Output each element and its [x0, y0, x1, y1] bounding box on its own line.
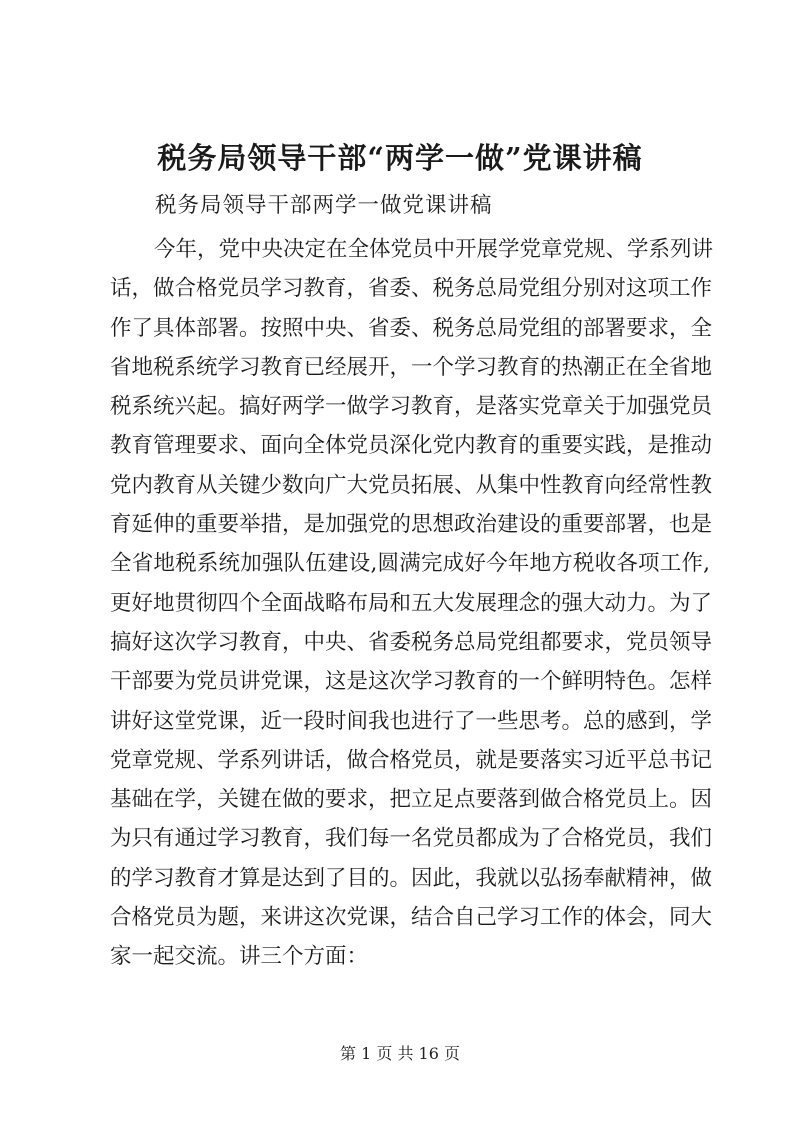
body-line: 全省地税系统加强队伍建设,圆满完成好今年地方税收各项工作,	[110, 551, 710, 577]
body-line: 育延伸的重要举措，是加强党的思想政治建设的重要部署，也是	[110, 512, 713, 538]
body-line: 家一起交流。讲三个方面：	[110, 944, 369, 970]
body-line: 作了具体部署。按照中央、省委、税务总局党组的部署要求，全	[110, 315, 713, 341]
body-line: 搞好这次学习教育，中央、省委税务总局党组都要求，党员领导	[110, 629, 713, 655]
body-line: 为只有通过学习教育，我们每一名党员都成为了合格党员，我们	[110, 826, 713, 852]
document-title: 税务局领导干部“两学一做”党课讲稿	[157, 141, 643, 175]
body-line: 省地税系统学习教育已经展开，一个学习教育的热潮正在全省地	[110, 354, 713, 380]
body-line: 更好地贯彻四个全面战略布局和五大发展理念的强大动力。为了	[110, 590, 713, 616]
page-number-footer: 第 1 页 共 16 页	[340, 1044, 460, 1063]
body-line: 税系统兴起。搞好两学一做学习教育，是落实党章关于加强党员	[110, 394, 713, 420]
body-line: 讲好这堂党课，近一段时间我也进行了一些思考。总的感到，学	[110, 708, 713, 734]
body-line: 合格党员为题，来讲这次党课，结合自己学习工作的体会，同大	[110, 905, 713, 931]
document-subtitle: 税务局领导干部两学一做党课讲稿	[155, 193, 493, 218]
body-line: 干部要为党员讲党课，这是这次学习教育的一个鲜明特色。怎样	[110, 669, 713, 695]
body-line: 今年，党中央决定在全体党员中开展学党章党规、学系列讲	[154, 237, 714, 262]
body-line: 教育管理要求、面向全体党员深化党内教育的重要实践，是推动	[110, 433, 713, 459]
body-line: 党内教育从关键少数向广大党员拓展、从集中性教育向经常性教	[110, 472, 713, 498]
body-line: 话，做合格党员学习教育，省委、税务总局党组分别对这项工作	[110, 276, 713, 302]
body-line: 党章党规、学系列讲话，做合格党员，就是要落实习近平总书记	[110, 747, 713, 773]
body-line: 的学习教育才算是达到了目的。因此，我就以弘扬奉献精神，做	[110, 865, 713, 891]
body-line: 基础在学，关键在做的要求，把立足点要落到做合格党员上。因	[110, 787, 713, 813]
body-paragraph	[110, 230, 714, 977]
